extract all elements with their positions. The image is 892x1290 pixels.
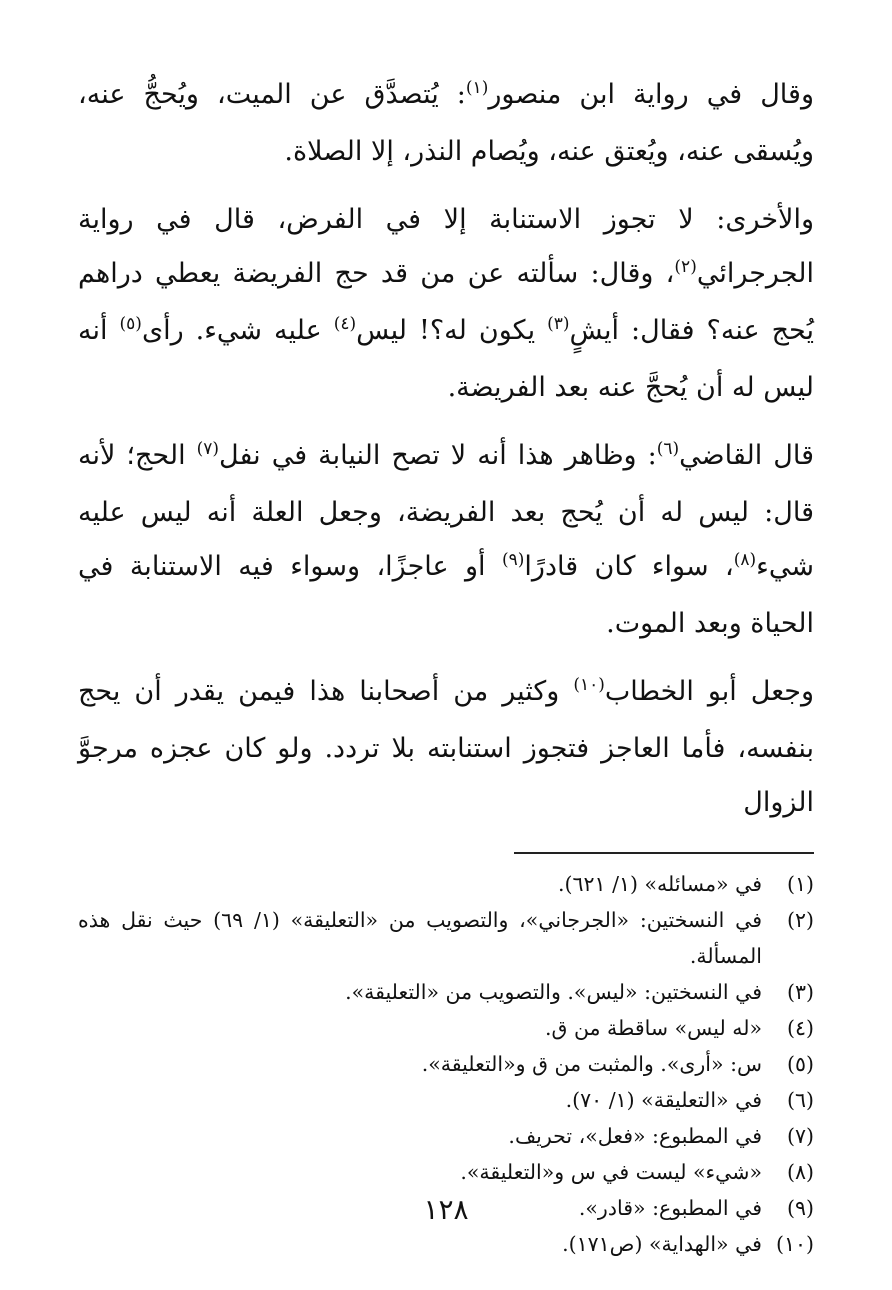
- footnote-6: [78, 1082, 814, 1118]
- footnote-5: [78, 1046, 814, 1082]
- footnote-number: (١): [786, 872, 814, 896]
- footnote-1: [78, 866, 814, 902]
- footnote-number: (٣): [786, 980, 814, 1004]
- footnote-marker: (٣): [547, 314, 570, 334]
- text-run: ، سواء كان قادرًا: [524, 551, 734, 582]
- text-run: وكثير من أصحابنا هذا فيمن يقدر أن يحج بنفسه، فأما العاجز فتجوز استنابته بلا تردد. ولو كان عجزه مرجوَّ الزوال: [78, 676, 814, 818]
- footnote-separator: [514, 852, 814, 854]
- text-run: يكون له؟! ليس: [356, 315, 548, 346]
- footnote-marker: (٤): [333, 314, 357, 334]
- footnote-text: في المطبوع: «قادر».: [578, 1196, 762, 1220]
- footnote-text: في «التعليقة» (١/ ٧٠).: [565, 1088, 762, 1112]
- footnote-number: (٤): [786, 1016, 814, 1040]
- text-run: عليه شيء. رأى: [141, 315, 334, 346]
- text-run: أو عاجزًا، وسواء فيه الاستنابة في الحياة وبعد الموت.: [78, 551, 814, 639]
- footnote-marker: (١٠): [573, 675, 605, 695]
- footnote-number: (٨): [786, 1160, 814, 1184]
- footnote-7: [78, 1118, 814, 1154]
- text-run: الحج؛ لأنه قال: ليس له أن يُحج بعد الفريضة، وجعل العلة أنه ليس عليه شيء: [78, 440, 814, 582]
- footnote-marker: (٧): [196, 439, 220, 459]
- footnote-text: في «الهداية» (ص١٧١).: [562, 1232, 762, 1256]
- footnote-4: [78, 1010, 814, 1046]
- paragraph-1: [78, 68, 814, 179]
- footnote-text: «له ليس» ساقطة من ق.: [545, 1016, 762, 1040]
- text-run: وجعل أبو الخطاب: [604, 676, 814, 707]
- main-text: [78, 68, 814, 830]
- footnote-3: [78, 974, 814, 1010]
- footnote-marker: (٥): [119, 314, 142, 334]
- footnote-10: [78, 1226, 814, 1262]
- footnote-text: س: «أرى». والمثبت من ق و«التعليقة».: [421, 1052, 762, 1076]
- paragraph-2: [78, 193, 814, 415]
- footnote-marker: (١): [465, 78, 489, 98]
- footnote-marker: (٦): [656, 439, 680, 459]
- footnote-number: (٩): [786, 1196, 814, 1220]
- footnote-number: (٦): [786, 1088, 814, 1112]
- footnote-text: «شيء» ليست في س و«التعليقة».: [460, 1160, 762, 1184]
- footnote-number: (٢): [786, 908, 814, 932]
- text-run: ، وقال: سألته عن من قد حج الفريضة يعطي دراهم يُحج عنه؟ فقال: أيشٍ: [78, 258, 814, 346]
- footnote-text: في «مسائله» (١/ ٦٢١).: [557, 872, 762, 896]
- paragraph-3: [78, 429, 814, 651]
- footnote-2: [78, 902, 814, 974]
- text-run: والأخرى: لا تجوز الاستنابة إلا في الفرض، قال في رواية الجرجرائي: [78, 204, 814, 289]
- footnote-marker: (٩): [501, 550, 525, 570]
- text-run: أنه ليس له أن يُحجَّ عنه بعد الفريضة.: [78, 315, 814, 403]
- text-run: وقال في رواية ابن منصور: [488, 79, 814, 110]
- footnote-number: (١٠): [775, 1232, 814, 1256]
- text-run: : يُتصدَّق عن الميت، ويُحجُّ عنه، ويُسقى عنه، ويُعتق عنه، ويُصام النذر، إلا الصلاة.: [78, 79, 814, 167]
- page-number: ١٢٨: [423, 1193, 469, 1226]
- footnote-8: [78, 1154, 814, 1190]
- text-run: : وظاهر هذا أنه لا تصح النيابة في نفل: [219, 440, 657, 471]
- paragraph-4: [78, 665, 814, 830]
- footnote-marker: (٢): [674, 257, 697, 277]
- footnote-text: في المطبوع: «فعل»، تحريف.: [508, 1124, 762, 1148]
- footnote-text: في النسختين: «ليس». والتصويب من «التعليقة».: [345, 980, 762, 1004]
- text-run: قال القاضي: [679, 440, 814, 471]
- footnote-marker: (٨): [733, 550, 757, 570]
- footnote-number: (٥): [786, 1052, 814, 1076]
- footnote-text: في النسختين: «الجرجاني»، والتصويب من «التعليقة» (١/ ٦٩) حيث نقل هذه المسألة.: [78, 908, 762, 968]
- footnote-number: (٧): [786, 1124, 814, 1148]
